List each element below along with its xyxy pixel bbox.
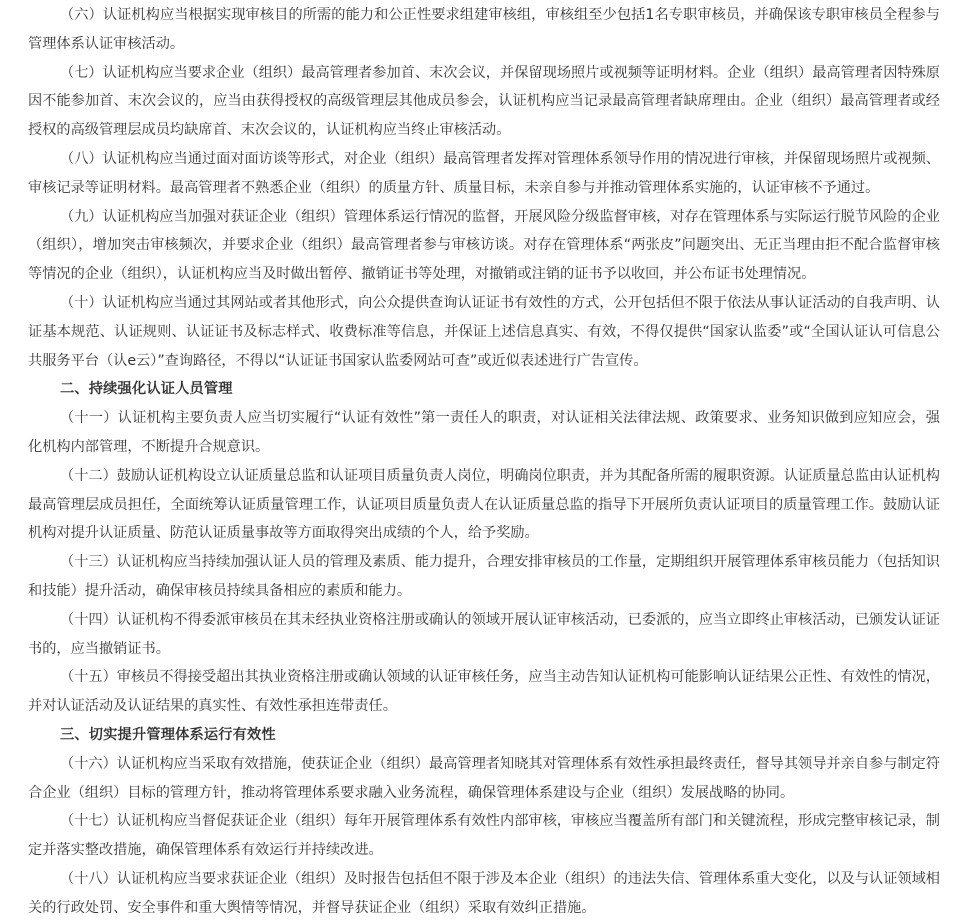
paragraph-8: （八）认证机构应当通过面对面访谈等形式，对企业（组织）最高管理者发挥对管理体系领导作用的情况进行审核，并保留现场照片或视频、审核记录等证明材料。最高管理者不熟悉企业（组织）的质量方针、质量目标，未亲自参与并推动管理体系实施的，认证审核不予通过。 [28,150,940,196]
paragraph-11: （十一）认证机构主要负责人应当切实履行“认证有效性”第一责任人的职责，对认证相关法律法规、政策要求、业务知识做到应知应会，强化机构内部管理，不断提升合规意识。 [28,410,940,455]
document-body [28,1,940,923]
paragraph-6: （六）认证机构应当根据实现审核目的所需的能力和公正性要求组建审核组，审核组至少包括1名专职审核员，并确保该专职审核员全程参与管理体系认证审核活动。 [28,7,940,52]
paragraph-9: （九）认证机构应当加强对获证企业（组织）管理体系运行情况的监督，开展风险分级监督审核，对存在管理体系与实际运行脱节风险的企业（组织），增加突击审核频次，并要求企业（组织）最高管理者参与审核访谈。对存在管理体系“两张皮”问题突出、无正当理由拒不配合监督审核等情况的企业（组织），认证机构应当及时做出暂停、撤销证书等处理，对撤销或注销的证书予以收回，并公布证书处理情况。 [28,208,940,283]
paragraph-12: （十二）鼓励认证机构设立认证质量总监和认证项目质量负责人岗位，明确岗位职责，并为其配备所需的履职资源。认证质量总监由认证机构最高管理层成员担任，全面统筹认证质量管理工作，认证项目质量负责人在认证质量总监的指导下开展所负责认证项目的质量管理工作。鼓励认证机构对提升认证质量、防范认证质量事故等方面取得突出成绩的个人，给予奖励。 [28,467,940,542]
paragraph-17: （十七）认证机构应当督促获证企业（组织）每年开展管理体系有效性内部审核，审核应当覆盖所有部门和关键流程，形成完整审核记录，制定并落实整改措施，确保管理体系有效运行并持续改进。 [28,813,940,859]
paragraph-18: （十八）认证机构应当要求获证企业（组织）及时报告包括但不限于涉及本企业（组织）的违法失信、管理体系重大变化，以及与认证领域相关的行政处罚、安全事件和重大舆情等情况，并督导获证企业（组织）采取有效纠正措施。 [28,870,940,916]
paragraph-16: （十六）认证机构应当采取有效措施，使获证企业（组织）最高管理者知晓其对管理体系有效性承担最终责任，督导其领导并亲自参与制定符合企业（组织）目标的管理方针，推动将管理体系要求融入业务流程，确保管理体系建设与企业（组织）发展战略的协同。 [28,755,940,801]
paragraph-13: （十三）认证机构应当持续加强认证人员的管理及素质、能力提升，合理安排审核员的工作量，定期组织开展管理体系审核员能力（包括知识和技能）提升活动，确保审核员持续具备相应的素质和能力。 [28,554,940,599]
paragraph-10: （十）认证机构应当通过其网站或者其他形式，向公众提供查询认证证书有效性的方式，公开包括但不限于依法从事认证活动的自我声明、认证基本规范、认证规则、认证证书及标志样式、收费标准等信息，并保证上述信息真实、有效，不得仅提供“国家认监委”或“全国认证认可信息公共服务平台（认e云）”查询路径，不得以“认证证书国家认监委网站可查”或近似表述进行广告宣传。 [28,294,940,369]
paragraph-14: （十四）认证机构不得委派审核员在其未经执业资格注册或确认的领域开展认证审核活动，已委派的，应当立即终止审核活动，已颁发认证证书的，应当撤销证书。 [28,611,940,657]
section-heading-2: 二、持续强化认证人员管理 [60,381,233,398]
section-heading-3: 三、切实提升管理体系运行有效性 [60,726,276,743]
paragraph-15: （十五）审核员不得接受超出其执业资格注册或确认领域的认证审核任务，应当主动告知认证机构可能影响认证结果公正性、有效性的情况，并对认证活动及认证结果的真实性、有效性承担连带责任。 [28,669,940,715]
paragraph-7: （七）认证机构应当要求企业（组织）最高管理者参加首、末次会议，并保留现场照片或视频等证明材料。企业（组织）最高管理者因特殊原因不能参加首、末次会议的，应当由获得授权的高级管理层其他成员参会，认证机构应当记录最高管理者缺席理由。企业（组织）最高管理者或经授权的高级管理层成员均缺席首、末次会议的，认证机构应当终止审核活动。 [28,64,940,139]
